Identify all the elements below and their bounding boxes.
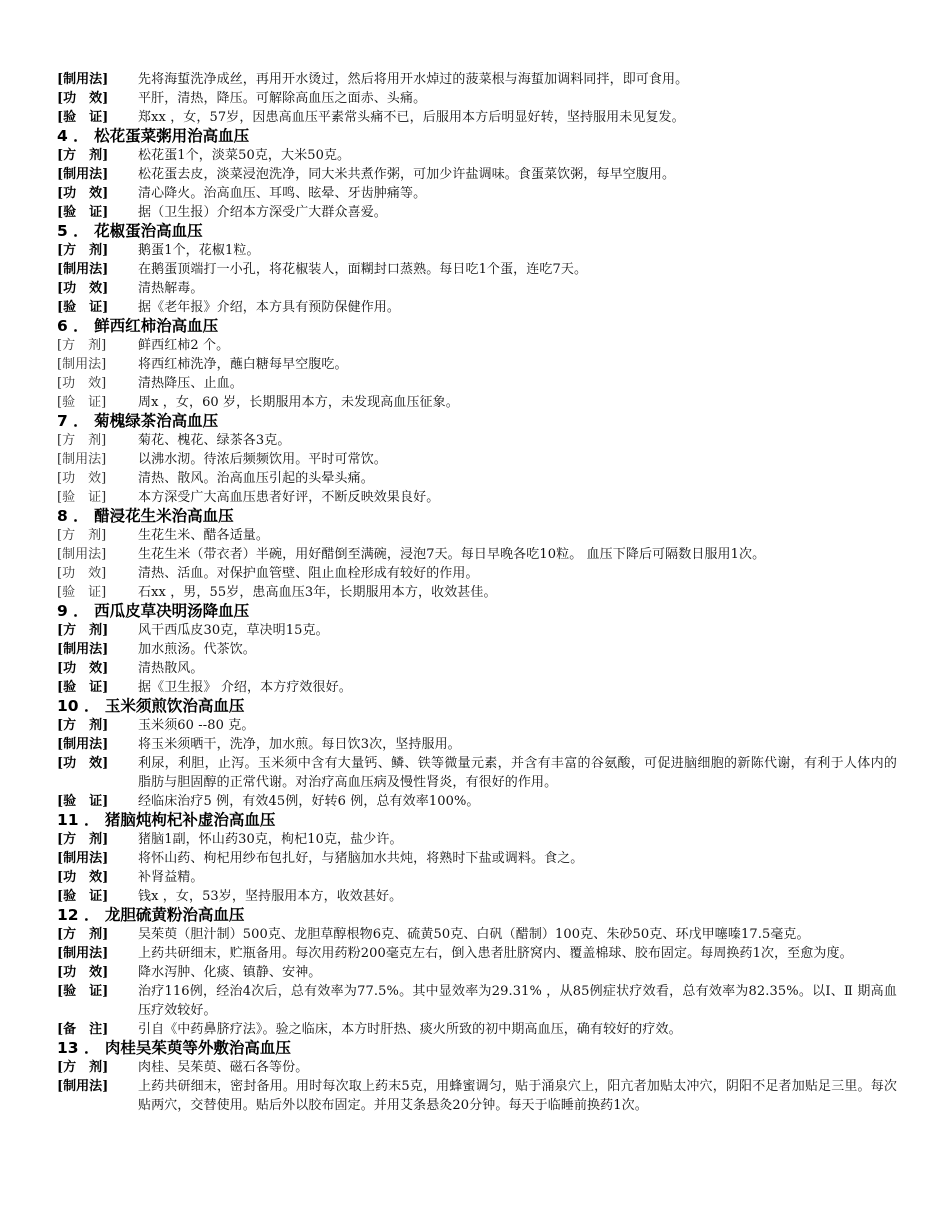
entry-text: 肉桂、吴茱萸、磁石各等份。	[138, 1060, 309, 1075]
entry-text: 石xx ，男，55岁，患高血压3年，长期服用本方，收效甚佳。	[138, 585, 497, 600]
entry-row	[57, 1077, 897, 1115]
entry-row	[57, 469, 897, 488]
entry-label: [方 剂]	[57, 243, 109, 258]
entry-text: 鲜西红柿2 个。	[138, 338, 230, 353]
section-heading: 9 ． 西瓜皮草决明汤降血压	[57, 602, 250, 620]
entry-label: [功 效]	[57, 376, 107, 391]
entry-text: 以沸水沏。待浓后频频饮用。平时可常饮。	[138, 452, 387, 467]
entry-row	[57, 678, 897, 697]
entry-text: 风干西瓜皮30克，草决明15克。	[138, 623, 329, 638]
entry-text: 郑xx ，女，57岁，因患高血压平素常头痛不已，后服用本方后明显好转，坚持服用未见复发。	[138, 110, 685, 125]
entry-label: [制用法]	[57, 547, 107, 562]
entry-label: [制用法]	[57, 72, 109, 87]
entry-text: 先将海蜇洗净成丝，再用开水烫过，然后将用开水焯过的菠菜根与海蜇加调料同拌，即可食用。	[138, 72, 689, 87]
entry-text: 据《卫生报》 介绍，本方疗效很好。	[138, 680, 352, 695]
entry-label: [制用法]	[57, 262, 109, 277]
entry-label: [验 证]	[57, 680, 109, 695]
entry-text: 生花生米（带衣者）半碗，用好醋倒至满碗，浸泡7天。每日早晚各吃10粒。 血压下降后可隔数日服用1次。	[138, 547, 766, 562]
entry-label: [验 证]	[57, 205, 109, 220]
entry-text: 据（卫生报）介绍本方深受广大群众喜爱。	[138, 205, 387, 220]
entry-text: 菊花、槐花、绿茶各3克。	[138, 433, 291, 448]
entry-row	[57, 526, 897, 545]
entry-row	[57, 108, 897, 127]
entry-text: 降水泻肿、化痰、镇静、安神。	[138, 965, 322, 980]
entry-row	[57, 298, 897, 317]
entry-row	[57, 89, 897, 108]
entry-text: 本方深受广大高血压患者好评，不断反映效果良好。	[138, 490, 440, 505]
document-body	[57, 70, 897, 1115]
entry-label: [功 效]	[57, 281, 109, 296]
entry-label: [制用法]	[57, 1079, 109, 1094]
entry-row	[57, 279, 897, 298]
entry-text: 在鹅蛋顶端打一小孔，将花椒装人，面糊封口蒸熟。每日吃1个蛋，连吃7天。	[138, 262, 588, 277]
entry-row	[57, 564, 897, 583]
section-heading: 10 ． 玉米须煎饮治高血压	[57, 697, 245, 715]
entry-text: 将怀山药、枸杞用纱布包扎好，与猪脑加水共炖，将熟时下盐或调料。食之。	[138, 851, 584, 866]
entry-label: [方 剂]	[57, 148, 109, 163]
section-heading: 5 ． 花椒蛋治高血压	[57, 222, 203, 240]
entry-text: 利尿，利胆，止泻。玉米须中含有大量钙、鳞、铁等微量元素，并含有丰富的谷氨酸，可促进脑细胞的新陈代谢，有利于人体内的脂肪与胆固醇的正常代谢。对治疗高血压病及慢性肾炎，有很好的作用。	[138, 756, 897, 790]
entry-row	[57, 146, 897, 165]
entry-label: [备 注]	[57, 1022, 109, 1037]
entry-label: [方 剂]	[57, 832, 109, 847]
entry-row	[57, 735, 897, 754]
entry-text: 上药共研细末，贮瓶备用。每次用药粉200毫克左右，倒入患者肚脐窝内、覆盖棉球、胶布固定。每周换药1次，至愈为度。	[138, 946, 853, 961]
entry-row	[57, 830, 897, 849]
entry-label: [功 效]	[57, 661, 109, 676]
entry-label: [方 剂]	[57, 338, 107, 353]
entry-text: 钱x ，女，53岁，坚持服用本方，收效甚好。	[138, 889, 403, 904]
section-heading: 11 ． 猪脑炖枸杞补虚治高血压	[57, 811, 276, 829]
entry-text: 清热、活血。对保护血管壁、阻止血栓形成有较好的作用。	[138, 566, 479, 581]
section-heading: 7 ． 菊槐绿茶治高血压	[57, 412, 219, 430]
section-heading: 12 ． 龙胆硫黄粉治高血压	[57, 906, 245, 924]
entry-label: [功 效]	[57, 186, 109, 201]
entry-label: [制用法]	[57, 357, 107, 372]
entry-text: 松花蛋去皮，淡菜浸泡洗净，同大米共煮作粥，可加少许盐调味。食蛋菜饮粥，每早空腹用。	[138, 167, 676, 182]
entry-row	[57, 1058, 897, 1077]
entry-label: [制用法]	[57, 167, 109, 182]
entry-row	[57, 393, 897, 412]
entry-row	[57, 374, 897, 393]
entry-label: [功 效]	[57, 965, 109, 980]
entry-row	[57, 659, 897, 678]
entry-text: 加水煎汤。代茶饮。	[138, 642, 256, 657]
entry-label: [验 证]	[57, 490, 107, 505]
entry-text: 清热、散风。治高血压引起的头晕头痛。	[138, 471, 374, 486]
entry-text: 生花生米、醋各适量。	[138, 528, 270, 543]
entry-label: [方 剂]	[57, 1060, 109, 1075]
entry-text: 补肾益精。	[138, 870, 204, 885]
entry-row	[57, 184, 897, 203]
entry-text: 松花蛋1个，淡菜50克，大米50克。	[138, 148, 351, 163]
entry-row	[57, 849, 897, 868]
section-heading: 6 ． 鲜西红柿治高血压	[57, 317, 219, 335]
entry-label: [功 效]	[57, 471, 107, 486]
entry-row	[57, 260, 897, 279]
entry-text: 吴茱萸（胆汁制）500克、龙胆草醇根物6克、硫黄50克、白矾（醋制）100克、朱砂50克、环戊甲噻嗪17.5毫克。	[138, 927, 810, 942]
entry-text: 治疗116例，经治4次后，总有效率为77.5%。其中显效率为29.31% ，从85例症状疗效看，总有效率为82.35%。以Ⅰ、Ⅱ 期高血压疗效较好。	[138, 984, 897, 1018]
entry-label: [验 证]	[57, 794, 109, 809]
entry-label: [功 效]	[57, 756, 109, 771]
entry-row	[57, 754, 897, 792]
entry-label: [方 剂]	[57, 433, 107, 448]
entry-row	[57, 355, 897, 374]
entry-row	[57, 450, 897, 469]
entry-row	[57, 583, 897, 602]
entry-row	[57, 336, 897, 355]
entry-label: [验 证]	[57, 984, 109, 999]
entry-label: [方 剂]	[57, 623, 109, 638]
entry-row	[57, 165, 897, 184]
entry-text: 将玉米须晒干，洗净，加水煎。每日饮3次，坚持服用。	[138, 737, 461, 752]
entry-label: [验 证]	[57, 585, 107, 600]
entry-label: [验 证]	[57, 110, 109, 125]
entry-label: [验 证]	[57, 395, 107, 410]
entry-row	[57, 70, 897, 89]
entry-label: [制用法]	[57, 946, 109, 961]
entry-row	[57, 716, 897, 735]
entry-row	[57, 887, 897, 906]
entry-label: [方 剂]	[57, 718, 109, 733]
entry-row	[57, 925, 897, 944]
entry-label: [制用法]	[57, 642, 109, 657]
entry-label: [方 剂]	[57, 528, 107, 543]
entry-text: 引自《中药鼻脐疗法》。验之临床，本方时肝热、痰火所致的初中期高血压，确有较好的疗效。	[138, 1022, 682, 1037]
entry-text: 将西红柿洗净，蘸白糖每早空腹吃。	[138, 357, 348, 372]
entry-row	[57, 621, 897, 640]
section-heading: 4 ． 松花蛋菜粥用治高血压	[57, 127, 250, 145]
entry-text: 清热散风。	[138, 661, 204, 676]
entry-text: 清热降压、止血。	[138, 376, 243, 391]
entry-text: 平肝，清热，降压。可解除高血压之面赤、头痛。	[138, 91, 427, 106]
entry-text: 清热解毒。	[138, 281, 204, 296]
entry-text: 鹅蛋1个，花椒1粒。	[138, 243, 260, 258]
section-heading: 8 ． 醋浸花生米治高血压	[57, 507, 234, 525]
entry-row	[57, 868, 897, 887]
entry-text: 猪脑1副，怀山药30克，枸杞10克，盐少许。	[138, 832, 403, 847]
entry-label: [制用法]	[57, 851, 109, 866]
entry-text: 周x ，女，60 岁，长期服用本方，未发现高血压征象。	[138, 395, 459, 410]
entry-row	[57, 1020, 897, 1039]
entry-text: 清心降火。治高血压、耳鸣、眩晕、牙齿肿痛等。	[138, 186, 427, 201]
section-heading: 13 ． 肉桂吴茱萸等外敷治高血压	[57, 1039, 291, 1057]
entry-label: [功 效]	[57, 870, 109, 885]
entry-text: 玉米须60 --80 克。	[138, 718, 255, 733]
entry-text: 上药共研细末，密封备用。用时每次取上药末5克，用蜂蜜调匀，贴于涌泉穴上，阳亢者加贴太冲穴，阴阳不足者加贴足三里。每次贴两穴，交替使用。贴后外以胶布固定。并用艾条悬灸20分钟。每天于临睡前换药1次。	[138, 1079, 897, 1113]
entry-row	[57, 944, 897, 963]
entry-row	[57, 203, 897, 222]
entry-row	[57, 982, 897, 1020]
entry-text: 据《老年报》介绍，本方具有预防保健作用。	[138, 300, 401, 315]
entry-label: [制用法]	[57, 737, 109, 752]
entry-label: [验 证]	[57, 889, 109, 904]
entry-label: [功 效]	[57, 91, 109, 106]
entry-label: [功 效]	[57, 566, 107, 581]
entry-row	[57, 640, 897, 659]
entry-row	[57, 545, 897, 564]
entry-row	[57, 963, 897, 982]
entry-row	[57, 431, 897, 450]
entry-label: [制用法]	[57, 452, 107, 467]
entry-text: 经临床治疗5 例，有效45例，好转6 例，总有效率100%。	[138, 794, 480, 809]
entry-label: [验 证]	[57, 300, 109, 315]
entry-row	[57, 241, 897, 260]
entry-row	[57, 792, 897, 811]
entry-row	[57, 488, 897, 507]
entry-label: [方 剂]	[57, 927, 109, 942]
